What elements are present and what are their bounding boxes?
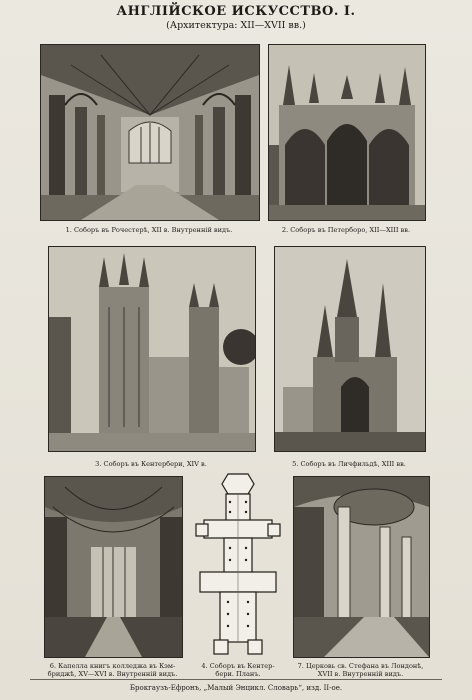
page-footer: Брокгаузъ-Ефронъ, „Малый Энцикл. Словарь“, изд. II-ое.	[129, 684, 343, 692]
st-stephen-interior-engraving	[294, 477, 429, 657]
caption-plate-4-line1: 4. Соборъ въ Кентер-	[201, 662, 275, 670]
caption-plate-7-line2: XVII в. Внутренній видъ.	[317, 670, 404, 678]
page-title: АНГЛІЙСКОЕ ИСКУССТВО. I.	[116, 4, 356, 19]
plate-canterbury-cathedral	[48, 246, 256, 452]
page-subtitle: (Архитектура: XII—XVII вв.)	[166, 20, 306, 31]
lichfield-cathedral-engraving	[275, 247, 425, 451]
plate-st-stephen-london	[293, 476, 430, 658]
plate-lichfield-cathedral	[274, 246, 426, 452]
footer-rule	[30, 679, 442, 680]
plate-kings-college-chapel	[44, 476, 183, 658]
plate-peterborough-facade	[268, 44, 426, 221]
caption-plate-5: 5. Соборъ въ Личфильдѣ, XIII вв.	[292, 460, 406, 468]
plate-canterbury-plan	[192, 472, 284, 658]
caption-plate-1: 1. Соборъ въ Рочестерѣ, XII в. Внутренній видъ.	[65, 226, 233, 234]
canterbury-cathedral-engraving	[49, 247, 255, 451]
caption-plate-4-line2: бери. Планъ.	[215, 670, 261, 678]
peterborough-facade-engraving	[269, 45, 425, 220]
plate-rochester-interior	[40, 44, 260, 221]
caption-plate-3: 3. Соборъ въ Кентербери, XIV в.	[95, 460, 207, 468]
caption-plate-7-line1: 7. Церковь св. Стефана въ Лондонѣ,	[297, 662, 424, 670]
kings-college-chapel-engraving	[45, 477, 182, 657]
canterbury-floor-plan	[192, 472, 284, 658]
caption-plate-6-line1: 6. Капелла книгъ колледжа въ Кэм-	[49, 662, 176, 670]
rochester-interior-engraving	[41, 45, 259, 220]
caption-plate-2: 2. Соборъ въ Петерборо, XII—XIII вв.	[281, 226, 411, 234]
caption-plate-6-line2: бриджѣ, XV—XVI в. Внутренній видъ.	[47, 670, 178, 678]
